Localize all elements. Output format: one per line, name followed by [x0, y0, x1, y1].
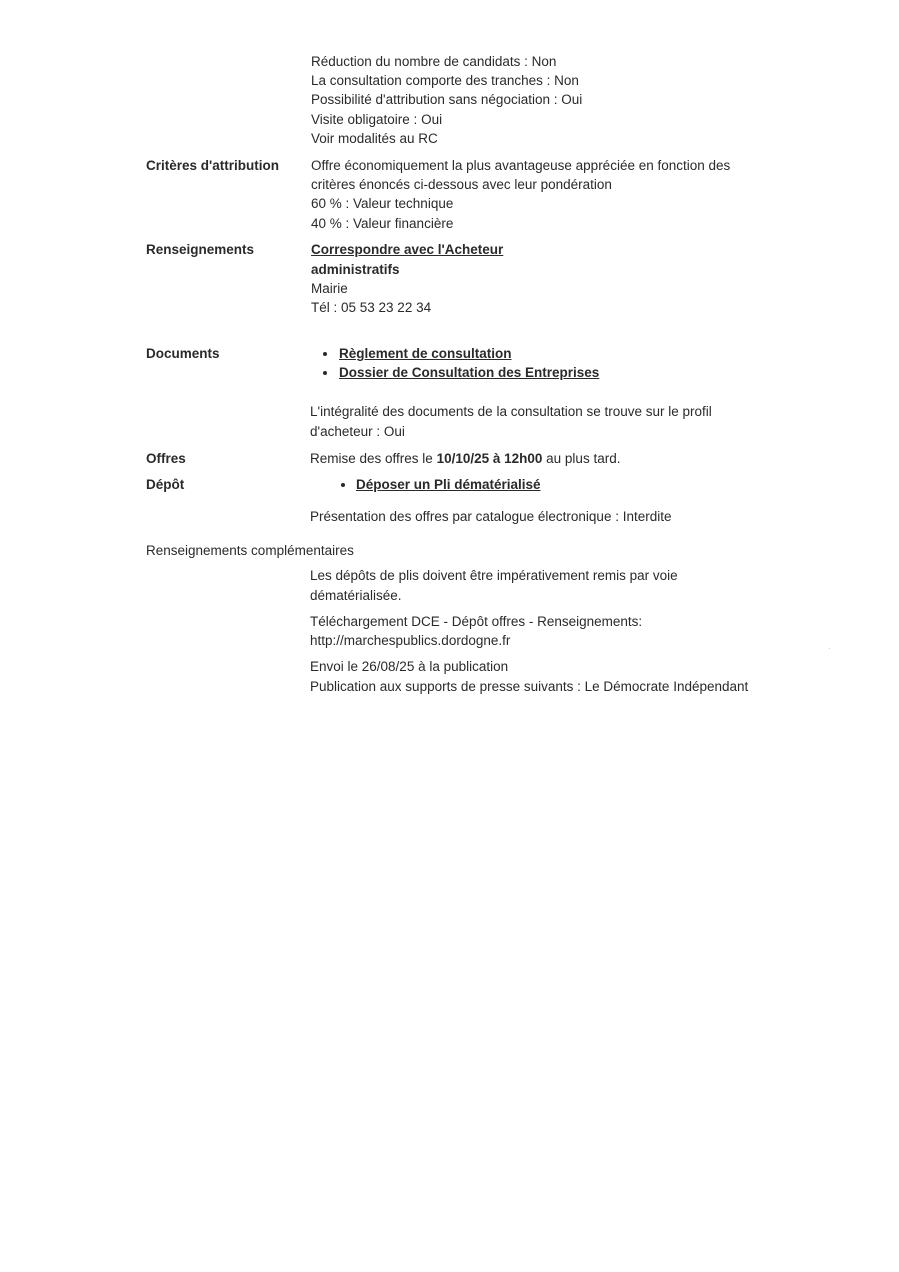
criteres-label: Critères d'attribution [146, 158, 279, 173]
renseignements-link-wrap [311, 240, 503, 259]
depot-label: Dépôt [146, 477, 185, 492]
documents-note-line-2: d'acheteur : Oui [310, 424, 405, 439]
depots-plis-line-1: Les dépôts de plis doivent être impérativement remis par voie [310, 568, 678, 583]
remise-offres-prefix: Remise des offres le [310, 451, 437, 466]
reglement-consultation-link[interactable]: Règlement de consultation [339, 346, 512, 361]
remise-offres [310, 449, 620, 468]
scan-speck [829, 648, 830, 649]
bullet-icon [323, 352, 327, 356]
organisme: Mairie [311, 281, 348, 296]
offres-label: Offres [146, 451, 186, 466]
criteres-line-1: Offre économiquement la plus avantageuse appréciée en fonction des [311, 158, 731, 173]
deposer-pli-link[interactable]: Déposer un Pli dématérialisé [356, 477, 541, 492]
critere-financier: 40 % : Valeur financière [311, 216, 454, 231]
telephone: Tél : 05 53 23 22 34 [311, 300, 432, 315]
tranches: La consultation comporte des tranches : Non [311, 73, 579, 88]
criteres-line-2: critères énoncés ci-dessous avec leur pondération [311, 177, 612, 192]
correspondre-acheteur-link[interactable]: Correspondre avec l'Acheteur [311, 242, 504, 257]
document-item-dce [339, 363, 599, 382]
complementaires-label: Renseignements complémentaires [146, 543, 354, 558]
document-item-reglement [339, 344, 512, 363]
envoi-publication: Envoi le 26/08/25 à la publication [310, 659, 509, 674]
modalites-rc: Voir modalités au RC [311, 131, 438, 146]
documents-note-line-1: L'intégralité des documents de la consultation se trouve sur le profil [310, 404, 712, 419]
critere-technique: 60 % : Valeur technique [311, 196, 454, 211]
remise-offres-suffix: au plus tard. [542, 451, 621, 466]
telechargement-line-1: Téléchargement DCE - Dépôt offres - Renseignements: [310, 614, 643, 629]
depot-item [356, 475, 541, 494]
depots-plis-line-2: dématérialisée. [310, 588, 402, 603]
bullet-icon [323, 371, 327, 375]
documents-label: Documents [146, 346, 220, 361]
remise-offres-deadline: 10/10/25 à 12h00 [436, 451, 543, 466]
visite-obligatoire: Visite obligatoire : Oui [311, 112, 443, 127]
catalogue-electronique: Présentation des offres par catalogue électronique : Interdite [310, 509, 672, 524]
supports-presse: Publication aux supports de presse suivants : Le Démocrate Indépendant [310, 679, 749, 694]
administratifs-label: administratifs [311, 262, 400, 277]
dossier-consultation-link[interactable]: Dossier de Consultation des Entreprises [339, 365, 600, 380]
reduction-candidats: Réduction du nombre de candidats : Non [311, 54, 557, 69]
attribution-sans-negociation: Possibilité d'attribution sans négociation : Oui [311, 92, 583, 107]
bullet-icon [341, 483, 345, 487]
telechargement-url: http://marchespublics.dordogne.fr [310, 633, 511, 648]
renseignements-label: Renseignements [146, 242, 255, 257]
